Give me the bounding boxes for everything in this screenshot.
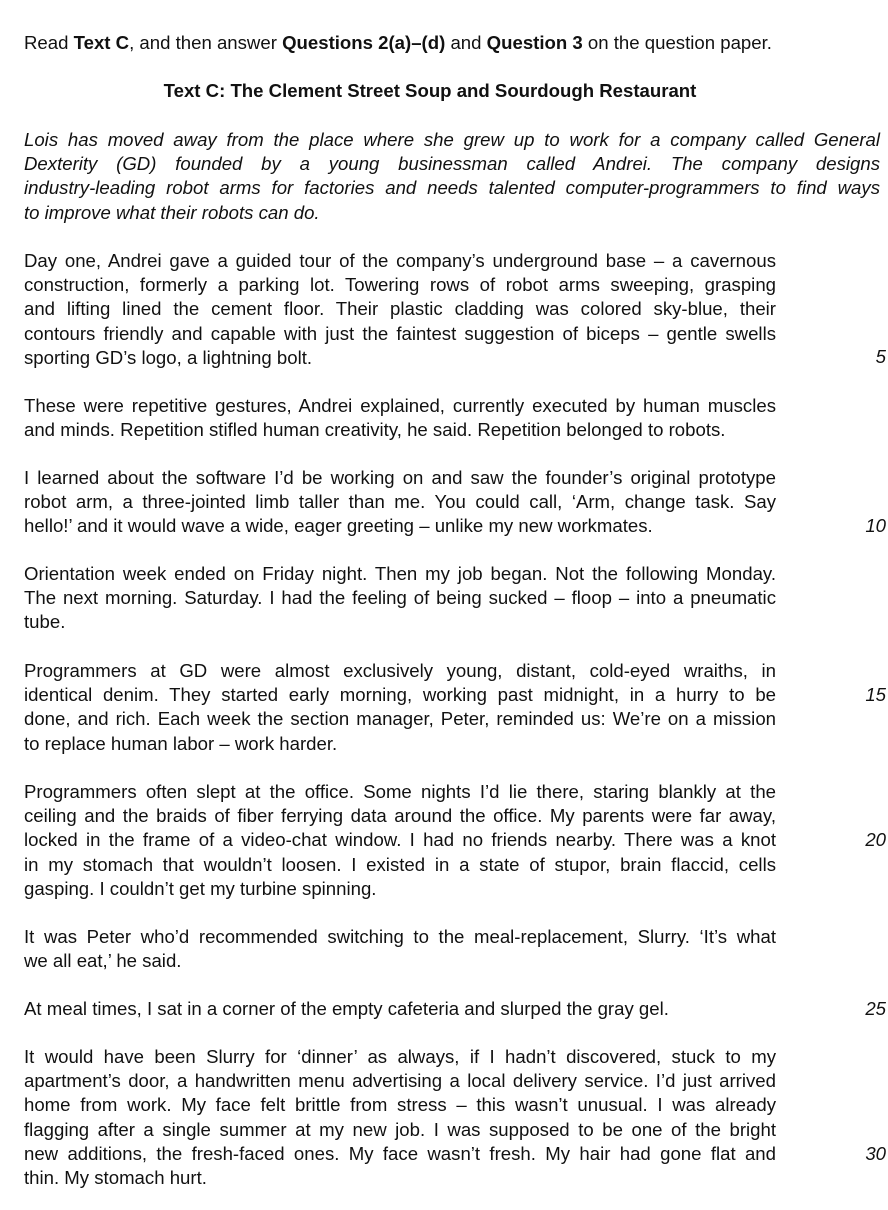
line-number: 5 <box>875 346 886 367</box>
text-line: ceiling and the braids of fiber ferrying data around the office. My parents were far away, <box>24 805 776 827</box>
text-line: construction, formerly a parking lot. Towering rows of robot arms sweeping, grasping <box>24 274 776 296</box>
paragraph-9 <box>24 1045 776 1190</box>
text-line: It was Peter who’d recommended switching to the meal-replacement, Slurry. ‘It’s what <box>24 926 776 947</box>
italic-introduction <box>24 128 880 225</box>
lead-line: to improve what their robots can do. <box>24 201 320 223</box>
text-line: home from work. My face felt brittle from stress – this wasn’t unusual. I was already <box>24 1094 776 1116</box>
text-line: locked in the frame of a video-chat window. I had no friends nearby. There was a knot <box>24 829 776 851</box>
text-line: robot arm, a three-jointed limb taller than me. You could call, ‘Arm, change task. Say <box>24 491 776 513</box>
paragraph-1 <box>24 249 776 370</box>
text-line: gasping. I couldn’t get my turbine spinning. <box>24 877 377 899</box>
text-line: identical denim. They started early morning, working past midnight, in a hurry to be <box>24 684 776 706</box>
paragraph-7 <box>24 925 776 973</box>
text-line: thin. My stomach hurt. <box>24 1166 207 1188</box>
instruction-text-2: , and then answer <box>129 32 283 53</box>
text-line: At meal times, I sat in a corner of the empty cafeteria and slurped the gray gel. <box>24 998 669 1019</box>
text-line: These were repetitive gestures, Andrei explained, currently executed by human muscles <box>24 395 776 416</box>
text-line: tube. <box>24 611 66 633</box>
instruction-text-4: on the question paper. <box>582 32 772 53</box>
text-line: apartment’s door, a handwritten menu advertising a local delivery service. I’d just arrived <box>24 1070 776 1092</box>
instruction-bold-question-3: Question 3 <box>486 32 583 53</box>
line-number: 15 <box>865 684 886 705</box>
lead-line: industry-leading robot arms for factories and needs talented computer-programmers to find ways <box>24 177 880 199</box>
paragraph-2 <box>24 394 776 442</box>
line-number: 20 <box>865 829 886 850</box>
text-line: Orientation week ended on Friday night. Then my job began. Not the following Monday. <box>24 563 776 584</box>
text-line: hello!’ and it would wave a wide, eager greeting – unlike my new workmates. <box>24 515 653 537</box>
instruction-text-3: and <box>445 32 487 53</box>
text-line: Programmers often slept at the office. Some nights I’d lie there, staring blankly at the <box>24 781 776 802</box>
text-line: and minds. Repetition stifled human creativity, he said. Repetition belonged to robots. <box>24 419 726 441</box>
paragraph-3 <box>24 466 776 539</box>
text-line: and lifting lined the cement floor. Their plastic cladding was colored sky-blue, their <box>24 298 776 320</box>
instruction-bold-text-c: Text C <box>73 32 130 53</box>
text-line: new additions, the fresh-faced ones. My face wasn’t fresh. My hair had gone flat and <box>24 1142 776 1164</box>
text-title: Text C: The Clement Street Soup and Sourdough Restaurant <box>163 80 697 101</box>
text-line: we all eat,’ he said. <box>24 950 182 972</box>
lead-line: Dexterity (GD) founded by a young businessman called Andrei. The company designs <box>24 153 880 175</box>
instruction-bold-questions: Questions 2(a)–(d) <box>282 32 446 53</box>
text-line: The next morning. Saturday. I had the feeling of being sucked – floop – into a pneumatic <box>24 587 776 609</box>
text-line: Day one, Andrei gave a guided tour of the company’s underground base – a cavernous <box>24 250 776 271</box>
line-number: 10 <box>865 515 886 536</box>
text-line: I learned about the software I’d be working on and saw the founder’s original prototype <box>24 467 776 488</box>
paragraph-5 <box>24 659 776 756</box>
text-line: to replace human labor – work harder. <box>24 732 338 754</box>
text-line: flagging after a single summer at my new job. I was supposed to be one of the bright <box>24 1118 776 1140</box>
text-line: It would have been Slurry for ‘dinner’ as always, if I hadn’t discovered, stuck to my <box>24 1046 776 1067</box>
paragraph-6 <box>24 780 776 901</box>
text-line: in my stomach that wouldn’t loosen. I existed in a state of stupor, brain flaccid, cells <box>24 853 776 875</box>
instruction-text-1: Read <box>24 32 74 53</box>
instruction-line <box>24 31 874 55</box>
text-line: done, and rich. Each week the section manager, Peter, reminded us: We’re on a mission <box>24 708 776 730</box>
text-line: sporting GD’s logo, a lightning bolt. <box>24 346 313 368</box>
paragraph-4 <box>24 562 776 635</box>
paragraph-8 <box>24 997 776 1021</box>
text-line: contours friendly and capable with just the faintest suggestion of biceps – gentle swells <box>24 322 776 344</box>
lead-line: Lois has moved away from the place where she grew up to work for a company called General <box>24 129 880 150</box>
line-number: 30 <box>865 1143 886 1164</box>
line-number: 25 <box>865 998 886 1019</box>
text-line: Programmers at GD were almost exclusively young, distant, cold-eyed wraiths, in <box>24 660 776 681</box>
